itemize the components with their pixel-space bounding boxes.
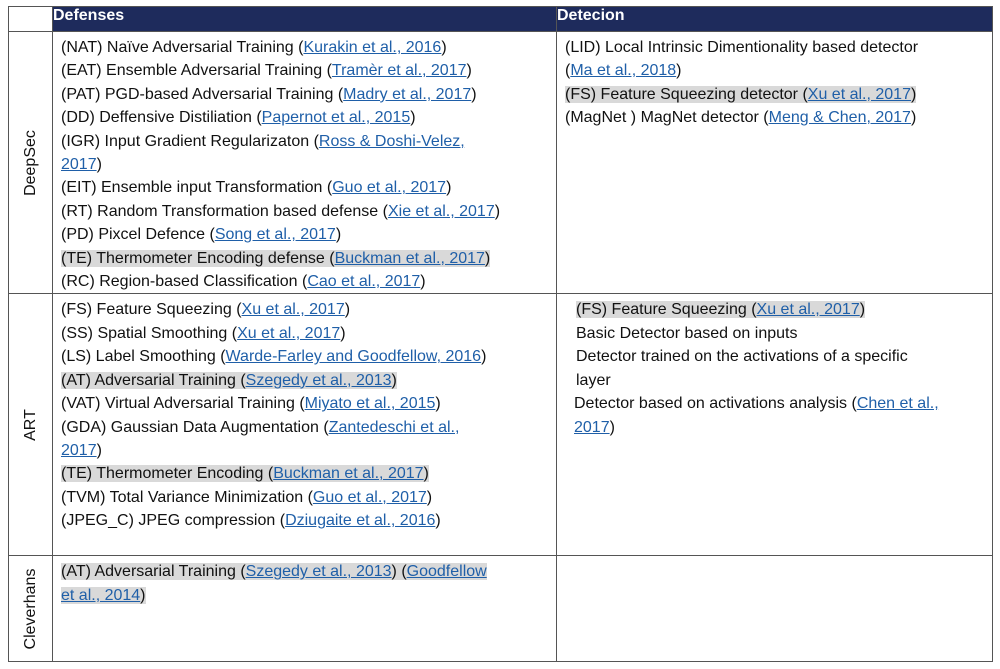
header-row <box>9 7 993 32</box>
list-item <box>61 83 548 106</box>
item-label: (EIT) Ensemble input Transformation ( <box>61 179 333 197</box>
comparison-table <box>8 6 993 662</box>
list-item <box>61 439 548 462</box>
item-label: (MagNet ) MagNet detector ( <box>565 109 769 127</box>
list-item-text <box>61 563 487 580</box>
list-item <box>565 416 984 439</box>
list-item-text <box>61 273 426 290</box>
item-label: (GDA) Gaussian Data Augmentation ( <box>61 418 329 436</box>
list-item-text <box>61 325 346 342</box>
item-label: (RT) Random Transformation based defense ( <box>61 202 388 220</box>
item-suffix: ) <box>441 39 447 56</box>
citation-link[interactable]: Song et al., 2017 <box>214 226 336 244</box>
header-defenses: Defenses <box>53 7 557 32</box>
item-suffix: ) <box>609 418 615 436</box>
citation-link[interactable]: Miyato et al., 2015 <box>304 395 436 413</box>
item-suffix: ) <box>481 348 487 366</box>
item-label: (PAT) PGD-based Adversarial Training ( <box>61 85 344 103</box>
citation-link[interactable]: 2017 <box>574 418 610 436</box>
header-detection: Detecion <box>557 7 993 32</box>
defenses-cell <box>53 556 557 662</box>
item-label: Detector trained on the activations of a specific <box>576 348 908 366</box>
list-item <box>61 584 548 607</box>
list-item <box>61 106 548 129</box>
list-item-text <box>61 109 416 126</box>
detection-cell <box>557 556 993 662</box>
list-item-text <box>61 395 441 412</box>
row-label-cell <box>9 32 53 294</box>
list-item-text <box>574 419 615 436</box>
item-suffix: ) <box>446 179 452 197</box>
list-item <box>61 153 548 176</box>
row-deepsec <box>9 32 993 294</box>
list-item <box>565 298 984 321</box>
item-suffix: ) <box>426 488 433 506</box>
item-suffix: ) <box>335 226 342 244</box>
citation-link[interactable]: Buckman et al., 2017 <box>334 249 485 267</box>
citation-link[interactable]: Papernot et al., 2015 <box>261 109 411 127</box>
item-suffix: ) <box>676 62 682 80</box>
item-suffix: ) <box>96 441 102 459</box>
list-item-text <box>574 395 939 412</box>
item-label: (RC) Region-based Classification ( <box>61 273 308 291</box>
list-item-text <box>565 109 916 126</box>
detection-cell <box>557 32 993 294</box>
list-item <box>61 247 548 270</box>
list-item-text <box>61 587 146 604</box>
list-item-text <box>61 179 451 196</box>
item-label: (FS) Feature Squeezing ( <box>576 301 757 319</box>
item-suffix: ) <box>435 512 441 530</box>
list-item-text <box>61 419 459 436</box>
list-item <box>61 392 548 415</box>
citation-link[interactable]: 2017 <box>61 156 97 174</box>
item-label: (LID) Local Intrinsic Dimentionality based detector <box>565 39 919 56</box>
citation-link[interactable]: Guo et al., 2017 <box>332 179 447 197</box>
item-label: (TE) Thermometer Encoding ( <box>61 465 274 483</box>
citation-link[interactable]: Szegedy et al., 2013 <box>245 371 392 389</box>
item-suffix: ) <box>420 273 426 291</box>
item-suffix: ) <box>340 324 346 342</box>
list-item-text <box>565 86 916 103</box>
citation-link[interactable]: Guo et al., 2017 <box>312 488 427 506</box>
item-label: (AT) Adversarial Training ( <box>61 371 246 389</box>
row-label-cell <box>9 294 53 556</box>
citation-link[interactable]: Kurakin et al., 2016 <box>303 39 442 56</box>
list-item-text <box>61 465 429 482</box>
list-item-text <box>576 348 908 365</box>
list-item-text <box>61 250 490 267</box>
list-item-text <box>61 86 477 103</box>
item-label: Basic Detector based on inputs <box>576 324 798 342</box>
list-item-text <box>61 489 432 506</box>
list-item <box>61 369 548 392</box>
item-label: (JPEG_C) JPEG compression ( <box>61 512 286 530</box>
list-item <box>565 83 984 106</box>
list-item-text <box>61 39 447 56</box>
list-item-text <box>576 372 611 389</box>
item-label: (TVM) Total Variance Minimization ( <box>61 488 313 506</box>
citation-link[interactable]: Meng & Chen, 2017 <box>768 109 911 127</box>
detection-cell <box>557 294 993 556</box>
citation-link[interactable]: Xu et al., 2017 <box>807 85 911 103</box>
citation-link[interactable]: Chen et al., <box>856 395 939 413</box>
citation-link[interactable]: Madry et al., 2017 <box>343 85 472 103</box>
list-item <box>61 560 548 583</box>
citation-link[interactable]: Goodfellow <box>406 563 487 581</box>
row-label-deepsec: DeepSec <box>21 129 39 196</box>
list-item-text <box>61 226 341 243</box>
citation-link[interactable]: Cao et al., 2017 <box>307 273 421 291</box>
item-label: (SS) Spatial Smoothing ( <box>61 324 238 342</box>
list-item <box>61 59 548 82</box>
list-item <box>565 36 984 59</box>
list-item <box>61 298 548 321</box>
list-item-text <box>61 442 102 459</box>
list-item <box>61 509 548 532</box>
list-item-text <box>61 348 486 365</box>
list-item <box>61 322 548 345</box>
item-label: Detector based on activations analysis ( <box>574 395 857 413</box>
item-label: (AT) Adversarial Training ( <box>61 563 246 581</box>
citation-link[interactable]: Xie et al., 2017 <box>387 202 495 220</box>
citation-link[interactable]: Xu et al., 2017 <box>756 301 860 319</box>
list-item <box>61 416 548 439</box>
list-item-text <box>576 301 865 318</box>
list-item <box>565 106 984 129</box>
item-label: (PD) Pixcel Defence ( <box>61 226 215 244</box>
list-item-text <box>61 203 500 220</box>
list-item <box>61 270 548 293</box>
item-suffix: ) <box>435 395 441 413</box>
list-item <box>565 392 984 415</box>
citation-link[interactable]: Zantedeschi et al., <box>328 418 460 436</box>
item-label: (FS) Feature Squeezing detector ( <box>565 85 808 103</box>
item-label: (NAT) Naïve Adversarial Training ( <box>61 39 304 56</box>
list-item <box>61 462 548 485</box>
item-suffix: ) <box>344 301 351 319</box>
list-item <box>61 200 548 223</box>
list-item-text <box>61 512 441 529</box>
item-label: ( <box>565 62 571 80</box>
citation-link[interactable]: Xu et al., 2017 <box>237 324 341 342</box>
item-suffix: ) <box>494 202 501 220</box>
row-cleverhans <box>9 556 993 662</box>
list-item-text <box>565 39 918 56</box>
citation-link[interactable]: 2017 <box>61 441 97 459</box>
item-suffix: ) <box>140 586 146 604</box>
citation-link[interactable]: Ross & Doshi-Velez, <box>318 132 465 150</box>
item-suffix: ) <box>423 465 429 483</box>
defenses-cell <box>53 32 557 294</box>
list-item-text <box>61 133 465 150</box>
list-item-text <box>61 301 350 318</box>
item-label: (LS) Label Smoothing ( <box>61 348 226 366</box>
list-item <box>565 369 984 392</box>
item-suffix: ) <box>859 301 866 319</box>
list-item <box>61 130 548 153</box>
item-suffix: ) <box>391 371 397 389</box>
list-item <box>565 59 984 82</box>
list-item <box>61 176 548 199</box>
list-item <box>565 322 984 345</box>
defenses-cell <box>53 294 557 556</box>
list-item-text <box>576 325 797 342</box>
item-suffix: ) <box>910 109 917 127</box>
list-item <box>61 345 548 368</box>
row-art <box>9 294 993 556</box>
citation-link[interactable]: et al., 2014 <box>61 586 141 604</box>
list-item-text <box>61 372 397 389</box>
item-label: (VAT) Virtual Adversarial Training ( <box>61 395 305 413</box>
item-label: (DD) Deffensive Distiliation ( <box>61 109 262 127</box>
item-label: layer <box>576 371 611 389</box>
item-suffix: ) <box>466 62 472 80</box>
item-suffix: ) <box>471 85 477 103</box>
citation-link[interactable]: Szegedy et al., 2013 <box>245 563 392 581</box>
citation-link[interactable]: Xu et al., 2017 <box>241 301 345 319</box>
list-item <box>61 486 548 509</box>
citation-link[interactable]: Ma et al., 2018 <box>570 62 677 80</box>
list-item <box>61 36 548 59</box>
item-label: (FS) Feature Squeezing ( <box>61 301 242 319</box>
citation-link[interactable]: Warde-Farley and Goodfellow, 2016 <box>225 348 482 366</box>
list-item <box>565 345 984 368</box>
row-label-art: ART <box>21 409 39 441</box>
item-suffix: ) ( <box>391 563 407 581</box>
item-suffix: ) <box>484 249 491 267</box>
citation-link[interactable]: Buckman et al., 2017 <box>273 465 424 483</box>
item-suffix: ) <box>910 85 917 103</box>
list-item-text <box>61 156 102 173</box>
item-label: (IGR) Input Gradient Regularizaton ( <box>61 132 319 150</box>
item-suffix: ) <box>410 109 416 127</box>
list-item <box>61 223 548 246</box>
item-label: (EAT) Ensemble Adversarial Training ( <box>61 62 332 80</box>
citation-link[interactable]: Dziugaite et al., 2016 <box>285 512 436 530</box>
row-label-cell <box>9 556 53 662</box>
item-suffix: ) <box>96 156 102 174</box>
row-label-cleverhans: Cleverhans <box>21 568 39 650</box>
list-item-text <box>565 62 682 79</box>
item-label: (TE) Thermometer Encoding defense ( <box>61 249 335 267</box>
citation-link[interactable]: Tramèr et al., 2017 <box>331 62 467 80</box>
list-item-text <box>61 62 472 79</box>
corner-cell <box>9 7 53 32</box>
